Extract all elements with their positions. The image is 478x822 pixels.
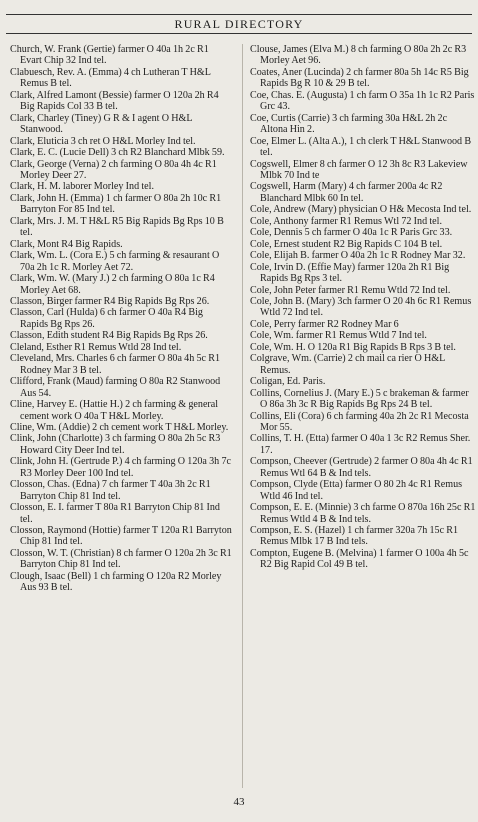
directory-entry: Cole, Irvin D. (Effie May) farmer 120a 2h R1 Big Rapids Bg Rps 3 tel.: [250, 261, 450, 285]
directory-entry: Cline, Wm. (Addie) 2 ch cement work T H&L Morley.: [10, 421, 229, 433]
directory-entry: Clark, H. M. laborer Morley Ind tel.: [10, 181, 154, 193]
directory-entry: Closson, E. I. farmer T 80a R1 Barryton Chip 81 Ind tel.: [10, 502, 220, 525]
directory-entry: Closson, Chas. (Edna) 7 ch farmer T 40a 3h 2c R1 Barryton Chip 81 Ind tel.: [10, 479, 211, 502]
directory-entry: Collins, Cornelius J. (Mary E.) 5 c brakeman & farmer O 86a 3h 3c R Big Rapids Bg Rps 24 B tel.: [250, 387, 469, 411]
directory-entry: Classon, Birger farmer R4 Big Rapids Bg Rps 26.: [10, 295, 210, 307]
directory-entry: Cogswell, Harm (Mary) 4 ch farmer 200a 4c R2 Blanchard Mlbk 60 In tel.: [250, 181, 443, 204]
directory-entry: Classon, Carl (Hulda) 6 ch farmer O 40a R4 Big Rapids Bg Rps 26.: [10, 307, 203, 330]
directory-entry: Colgrave, Wm. (Carrie) 2 ch mail ca rier O H&L Remus.: [250, 353, 445, 376]
directory-entry: Clark, George (Verna) 2 ch farming O 80a 4h 4c R1 Morley Deer 27.: [10, 158, 217, 181]
directory-entry: Clark, E. C. (Lucie Dell) 3 ch R2 Blanchard Mlbk 59.: [10, 147, 225, 159]
directory-entry: Compson, Cheever (Gertrude) 2 farmer O 80a 4h 4c R1 Remus Wtl 64 B & Ind tels.: [250, 456, 473, 479]
directory-entry: Cline, Harvey E. (Hattie H.) 2 ch farming & general cement work O 40a T H&L Morley.: [10, 399, 219, 422]
directory-entry: Cole, Wm. H. O 120a R1 Big Rapids B Rps 3 B tel.: [250, 341, 456, 353]
directory-entry: Cole, John Peter farmer R1 Remu Wtld 72 Ind tel.: [250, 284, 451, 296]
directory-entry: Cole, Anthony farmer R1 Remus Wtl 72 Ind tel.: [250, 215, 442, 227]
page-header: RURAL DIRECTORY: [6, 14, 472, 34]
directory-entry: Clark, Wm. W. (Mary J.) 2 ch farming O 80a 1c R4 Morley Aet 68.: [10, 273, 215, 296]
directory-entry: Clark, Wm. L. (Cora E.) 5 ch farming & resaurant O 70a 2h 1c R. Morley Aet 72.: [10, 250, 220, 273]
directory-entry: Cole, Elijah B. farmer O 40a 2h 1c R Rodney Mar 32.: [250, 250, 466, 262]
directory-entry: Cole, Wm. farmer R1 Remus Wtld 7 Ind tel.: [250, 330, 427, 342]
directory-entry: Cleland, Esther R1 Remus Wtld 28 Ind tel.: [10, 341, 182, 353]
directory-entry: Clark, Mrs. J. M. T H&L R5 Big Rapids Bg Rps 10 B tel.: [10, 215, 224, 239]
directory-entry: Cole, Ernest student R2 Big Rapids C 104 B tel.: [250, 238, 443, 250]
directory-entry: Clabuesch, Rev. A. (Emma) 4 ch Lutheran T H&L Remus B tel.: [10, 66, 211, 90]
directory-entry: Coe, Curtis (Carrie) 3 ch farming 30a H&L 2h 2c Altona Hin 2.: [250, 112, 448, 136]
directory-entry: Cogswell, Elmer 8 ch farmer O 12 3h 8c R3 Lakeview Mlbk 70 Ind te: [250, 158, 468, 181]
directory-entry: Compson, Clyde (Etta) farmer O 80 2h 4c R1 Remus Wtld 46 Ind tel.: [250, 479, 463, 502]
directory-entry: Clark, John H. (Emma) 1 ch farmer O 80a 2h 10c R1 Barryton For 85 Ind tel.: [10, 192, 222, 216]
directory-entry: Clink, John (Charlotte) 3 ch farming O 80a 2h 5c R3 Howard City Deer Ind tel.: [10, 433, 221, 456]
right-column: [250, 44, 476, 788]
directory-entry: Cleveland, Mrs. Charles 6 ch farmer O 80a 4h 5c R1 Rodney Mar 3 B tel.: [10, 353, 221, 376]
page-number: 43: [233, 796, 245, 808]
column-divider: [242, 44, 243, 788]
directory-entry: Church, W. Frank (Gertie) farmer O 40a 1h 2c R1 Evart Chip 32 Ind tel.: [10, 44, 209, 67]
directory-entry: Compson, E. S. (Hazel) 1 ch farmer 320a 7h 15c R1 Remus Mlbk 17 B Ind tels.: [250, 525, 459, 548]
directory-entry: Clifford, Frank (Maud) farming O 80a R2 Stanwood Aus 54.: [10, 376, 221, 399]
directory-entry: Coe, Elmer L. (Alta A.), 1 ch clerk T H&L Stanwood B tel.: [250, 135, 472, 159]
directory-entry: Closson, Raymond (Hottie) farmer T 120a R1 Barryton Chip 81 Ind tel.: [10, 525, 232, 548]
directory-entry: Coe, Chas. E. (Augusta) 1 ch farm O 35a 1h 1c R2 Paris Grc 43.: [250, 89, 475, 113]
directory-entry: Coligan, Ed. Paris.: [250, 376, 326, 388]
directory-entry: Collins, T. H. (Etta) farmer O 40a 1 3c R2 Remus Sher. 17.: [250, 433, 471, 456]
directory-entry: Clark, Mont R4 Big Rapids.: [10, 238, 123, 250]
directory-entry: Compton, Eugene B. (Melvina) 1 farmer O 100a 4h 5c R2 Big Rapid Col 49 B tel.: [250, 547, 469, 571]
directory-entry: Coates, Aner (Lucinda) 2 ch farmer 80a 5h 14c R5 Big Rapids Bg R 10 & 29 B tel.: [250, 66, 469, 90]
directory-entry: Collins, Eli (Cora) 6 ch farming 40a 2h 2c R1 Mecosta Mor 55.: [250, 410, 469, 433]
directory-entry: Classon, Edith student R4 Big Rapids Bg Rps 26.: [10, 330, 208, 342]
directory-entry: Cole, Perry farmer R2 Rodney Mar 6: [250, 318, 399, 330]
directory-entry: Clink, John H. (Gertrude P.) 4 ch farming O 120a 3h 7c R3 Morley Deer 100 Ind tel.: [10, 456, 231, 479]
directory-entry: Clark, Charley (Tiney) G R & I agent O H&L Stanwood.: [10, 112, 193, 136]
directory-entry: Cole, Dennis 5 ch farmer O 40a 1c R Paris Grc 33.: [250, 227, 453, 239]
left-column: [10, 44, 232, 788]
directory-entry: Clouse, James (Elva M.) 8 ch farming O 80a 2h 2c R3 Morley Aet 96.: [250, 44, 467, 67]
directory-entry: Compson, E. E. (Minnie) 3 ch farme O 870a 16h 25c R1 Remus Wtld 4 B & Ind tels.: [250, 502, 476, 525]
directory-entry: Cole, Andrew (Mary) physician O H& Mecosta Ind tel.: [250, 204, 472, 216]
directory-entry: Clough, Isaac (Bell) 1 ch farming O 120a R2 Morley Aus 93 B tel.: [10, 570, 222, 594]
directory-entry: Cole, John B. (Mary) 3ch farmer O 20 4h 6c R1 Remus Wtld 72 Ind tel.: [250, 295, 472, 319]
directory-entry: Clark, Alfred Lamont (Bessie) farmer O 120a 2h R4 Big Rapids Col 33 B tel.: [10, 89, 219, 113]
directory-entry: Clark, Eluticia 3 ch ret O H&L Morley Ind tel.: [10, 135, 196, 147]
directory-entry: Closson, W. T. (Christian) 8 ch farmer O 120a 2h 3c R1 Barryton Chip 81 Ind tel.: [10, 547, 232, 571]
